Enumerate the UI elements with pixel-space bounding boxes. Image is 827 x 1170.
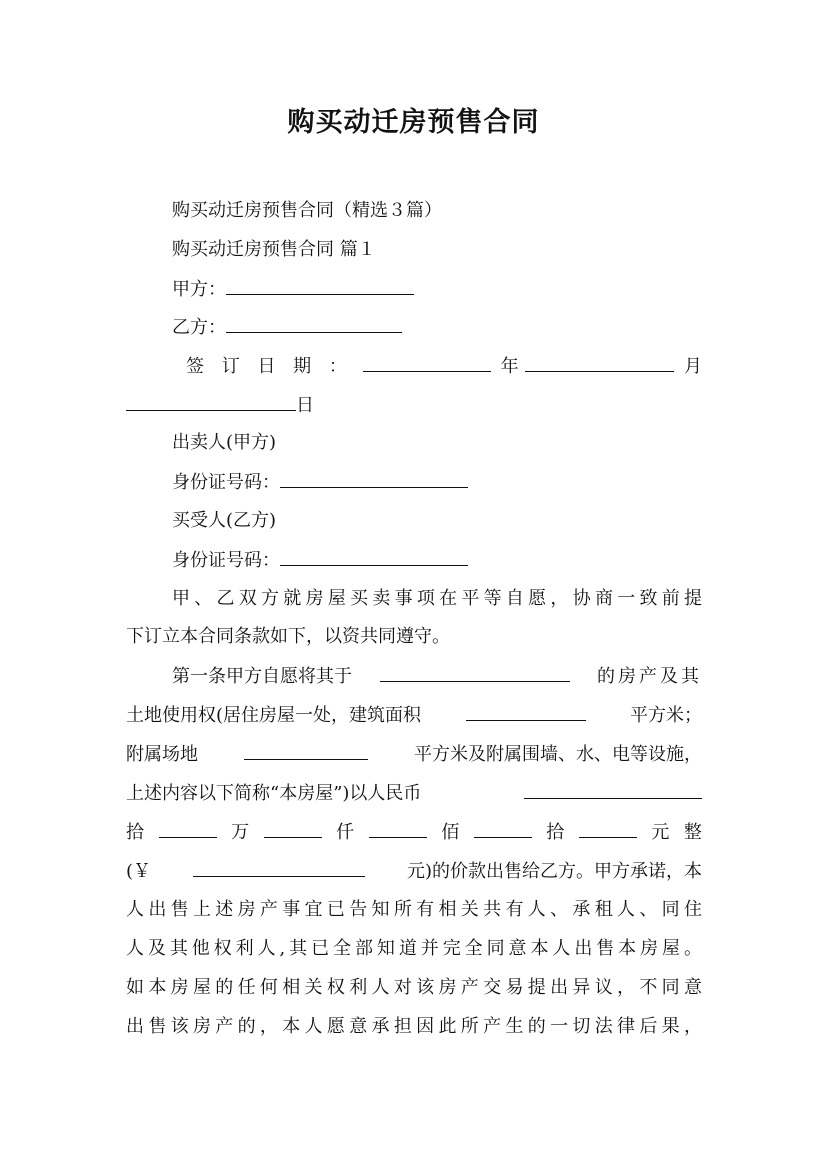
buyer-id-label: 身份证号码： [172,550,280,571]
amount-figures-blank [193,856,365,877]
seller-id-line [126,467,702,497]
article1-line-8: 人及其他权利人,其已全部知道并完全同意本人出售本房屋。 [126,938,702,959]
party-a-blank [226,274,414,295]
month-label: 月 [684,356,702,377]
article1-line-2 [126,700,702,730]
party-b-label: 乙方： [172,317,226,338]
sign-date-line [186,351,702,381]
section-heading: 购买动迁房预售合同 篇１ [172,239,376,260]
sign-date-label: 签 订 日 期 ： [186,356,353,377]
article1-text-c: 土地使用权(居住房屋一处，建筑面积 [126,705,422,726]
article1-text-f: 平方米及附属围墙、水、电等设施， [414,744,702,765]
article1-line-10: 出售该房产的，本人愿意承担因此所产生的一切法律后果， [126,1016,702,1037]
article1-line-6 [126,856,702,886]
document-subtitle: 购买动迁房预售合同（精选３篇） [172,200,442,221]
site-area-blank [244,739,368,760]
day-blank [126,390,296,411]
document-title: 购买动迁房预售合同 [287,107,540,138]
amount-unit-2: 仟 [336,822,355,843]
amount-blank-2 [264,817,322,838]
year-blank [363,351,491,372]
amount-unit-0: 拾 [126,822,144,843]
preamble-line-1: 甲、乙双方就房屋买卖事项在平等自愿，协商一致前提 [172,588,702,609]
article1-text-i: 元)的价款出售给乙方。甲方承诺，本 [406,861,702,882]
amount-unit-3: 佰 [441,822,460,843]
party-a-label: 甲方： [172,279,226,300]
amount-in-words-line [126,817,702,847]
party-b-blank [226,312,402,333]
party-a-line [126,274,702,304]
year-label: 年 [500,356,519,377]
amount-unit-6: 整 [683,822,702,843]
article1-text-a: 第一条甲方自愿将其于 [172,666,352,687]
buyer-id-blank [280,545,468,566]
article1-text-b: 的房产及其 [597,666,702,687]
buyer-label: 买受人(乙方) [172,510,277,531]
preamble-line-2: 下订立本合同条款如下，以资共同遵守。 [126,626,450,647]
month-blank [525,351,674,372]
seller-id-label: 身份证号码： [172,472,280,493]
article1-line-4 [126,778,702,808]
seller-label: 出卖人(甲方) [172,432,277,453]
amount-unit-5: 元 [651,822,670,843]
property-location-blank [380,661,570,682]
amount-blank-3 [369,817,427,838]
article1-line-9: 如本房屋的任何相关权利人对该房产交易提出异议，不同意 [126,977,702,998]
article1-line-3 [126,739,702,769]
price-blank [524,778,702,799]
amount-unit-1: 万 [231,822,250,843]
seller-id-blank [280,467,468,488]
article1-text-g: 上述内容以下简称“本房屋”)以人民币 [126,783,422,804]
building-area-blank [466,700,586,721]
article1-text-h: (￥ [126,861,152,882]
article1-line-1 [126,661,702,691]
amount-unit-4: 拾 [546,822,565,843]
amount-blank-5 [579,817,637,838]
article1-line-7: 人出售上述房产事宜已告知所有相关共有人、承租人、同住 [126,899,702,920]
day-line [126,390,702,420]
article1-text-e: 附属场地 [126,744,198,765]
party-b-line [126,312,702,342]
buyer-id-line [126,545,702,575]
article1-text-d: 平方米； [630,705,702,726]
amount-blank-4 [474,817,532,838]
day-label: 日 [296,395,314,416]
amount-blank-1 [159,817,217,838]
